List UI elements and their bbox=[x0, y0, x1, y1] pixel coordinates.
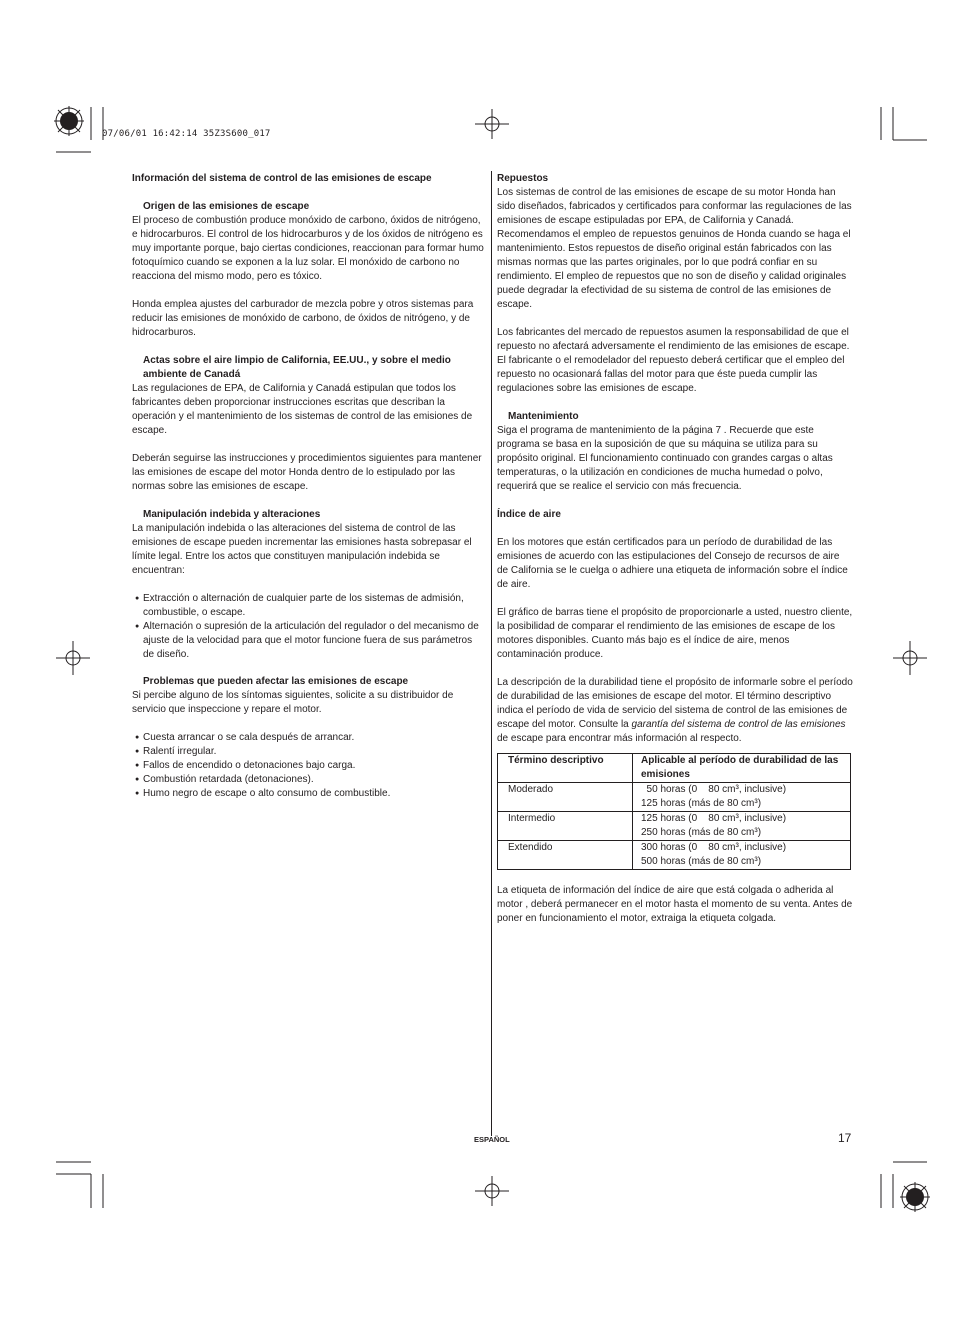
list-item: ● Combustión retardada (detonaciones). bbox=[132, 773, 484, 787]
table-row bbox=[498, 841, 851, 870]
air-index-paragraph-1: En los motores que están certificados para un período de durabilidad de las emisiones de acuerdo con las estipulaciones del Consejo de recursos de aire de California se le cuelga o adhiere una etiqueta de información sobre el índice de aire. bbox=[497, 537, 848, 590]
period-line: 50 horas (0 80 cm³, inclusive) bbox=[641, 784, 787, 795]
problems-paragraph: Si percibe alguno de los síntomas siguientes, solicite a su distribuidor de servicio que inspeccione y repare el motor. bbox=[132, 690, 454, 715]
registration-star-icon bbox=[898, 1180, 932, 1214]
registration-crosshair-icon bbox=[475, 1176, 509, 1206]
list-item: ● Cuesta arrancar o se cala después de arrancar. bbox=[132, 731, 484, 745]
table-cell-period bbox=[633, 812, 851, 841]
period-line: 300 horas (0 80 cm³, inclusive) bbox=[641, 842, 787, 853]
print-stamp: 07/06/01 16:42:14 35Z3S600_017 bbox=[102, 129, 271, 139]
parts-heading: Repuestos bbox=[497, 173, 549, 184]
registration-crosshair-icon bbox=[56, 641, 90, 675]
list-item: ● Alternación o supresión de la articulación del regulador o del mecanismo de ajuste de la velocidad para que el motor funcione fuera de sus parámetros de diseño. bbox=[132, 620, 484, 662]
period-line: 250 horas (más de 80 cm³) bbox=[641, 827, 762, 838]
problems-heading: Problemas que pueden afectar las emisiones de escape bbox=[143, 676, 409, 687]
tamper-heading: Manipulación indebida y alteraciones bbox=[143, 509, 321, 520]
list-item: ● Extracción o alternación de cualquier parte de los sistemas de admisión, combustible, o escape. bbox=[132, 592, 484, 620]
section-title: Información del sistema de control de las emisiones de escape bbox=[132, 173, 432, 184]
page-number: 17 bbox=[838, 1131, 852, 1145]
acts-paragraph-2: Deberán seguirse las instrucciones y procedimientos siguientes para mantener las emisiones de escape del motor Honda dentro de lo estipulado por las normas sobre las emisiones de escape. bbox=[132, 453, 482, 492]
tamper-list bbox=[132, 592, 484, 662]
left-column bbox=[132, 172, 484, 801]
list-item: ● Humo negro de escape o alto consumo de combustible. bbox=[132, 787, 484, 801]
table-cell-term: Intermedio bbox=[498, 812, 633, 841]
air-index-paragraph-3 bbox=[497, 676, 853, 746]
origin-heading: Origen de las emisiones de escape bbox=[143, 201, 310, 212]
durability-table bbox=[497, 753, 851, 870]
warranty-reference: garantía del sistema de control de las emisiones bbox=[631, 719, 846, 730]
table-cell-term: Moderado bbox=[498, 783, 633, 812]
table-cell-period bbox=[633, 841, 851, 870]
acts-heading: Actas sobre el aire limpio de California, EE.UU., y sobre el medio ambiente de Canadá bbox=[143, 355, 451, 380]
table-header-row bbox=[498, 754, 851, 783]
maintenance-heading: Mantenimiento bbox=[508, 411, 579, 422]
text-run: de escape para encontrar más información al respecto. bbox=[497, 733, 742, 744]
registration-star-icon bbox=[52, 104, 86, 138]
table-cell-period bbox=[633, 783, 851, 812]
air-index-paragraph-2: El gráfico de barras tiene el propósito de proporcionarle a usted, nuestro cliente, la posibilidad de comparar el rendimiento de las emisiones de escape de los motores disponibles. Cuanto más bajo es el índice de aire, menos contaminación produce. bbox=[497, 607, 853, 660]
right-column bbox=[497, 172, 853, 926]
label-paragraph: La etiqueta de información del índice de aire que está colgada o adherida al motor , deberá permanecer en el motor hasta el momento de su venta. Antes de poner en funcionamiento el motor, extraiga la etiqueta colgada. bbox=[497, 885, 853, 924]
period-line: 500 horas (más de 80 cm³) bbox=[641, 856, 762, 867]
origin-paragraph-1: El proceso de combustión produce monóxido de carbono, óxidos de nitrógeno, e hidrocarburos. El control de los hidrocarburos y de los óxidos de nitrógeno es muy importante porque, bajo ciertas condiciones, reaccionan para formar humo fotoquímico cuando se exponen a la luz solar. El monóxido de carbono no reacciona del mismo modo, pero es tóxico. bbox=[132, 215, 484, 282]
table-cell-term: Extendido bbox=[498, 841, 633, 870]
acts-paragraph-1: Las regulaciones de EPA, de California y Canadá estipulan que todos los fabricantes deben proporcionar instrucciones escritas que describan la operación y el mantenimiento de los sistemas de control de las emisiones de escape. bbox=[132, 383, 473, 436]
air-index-heading: Índice de aire bbox=[497, 509, 561, 520]
list-item: ● Fallos de encendido o detonaciones bajo carga. bbox=[132, 759, 484, 773]
period-line: 125 horas (0 80 cm³, inclusive) bbox=[641, 813, 787, 824]
text-run: La descripción de la durabilidad tiene el propósito de informarle sobre el período de durabilidad de las emisiones de escape del motor. El término descriptivo indica el período de vida de servicio del sistema de control de las emisiones de escape del motor. Consulte la bbox=[497, 677, 853, 730]
tamper-paragraph: La manipulación indebida o las alteraciones del sistema de control de las emisiones de escape pueden incrementar las emisiones hasta sobrepasar el límite legal. Entre los actos que constituyen manipulación indebida se encuentran: bbox=[132, 523, 472, 576]
problems-list bbox=[132, 731, 484, 801]
period-line: 125 horas (más de 80 cm³) bbox=[641, 798, 762, 809]
registration-crosshair-icon bbox=[475, 109, 509, 139]
registration-crosshair-icon bbox=[893, 641, 927, 675]
parts-paragraph-1: Los sistemas de control de las emisiones de escape de su motor Honda han sido diseñados, fabricados y certificados para conformar las regulaciones de las emisiones de escape estipuladas por EPA, de California y Canadá. Recomendamos el empleo de repuestos genuinos de Honda cuando se haga el mantenimiento. Estos repuestos de diseño original están fabricados con las mismas normas que las partes originales, por lo que podrá confiar en su rendimiento. El empleo de repuestos que no son de diseño y calidad originales puede degradar la efectividad de su sistema de control de las emisiones de escape. bbox=[497, 187, 852, 310]
language-label: ESPAÑOL bbox=[474, 1135, 510, 1144]
table-row bbox=[498, 812, 851, 841]
maintenance-paragraph: Siga el programa de mantenimiento de la página 7 . Recuerde que este programa se basa en la suposición de que su máquina se utiliza para su propósito original. El funcionamiento continuado con grandes cargas o altas temperaturas, o la utilización en condiciones de mucha humedad o polvo, requerirá que se realice el servicio con más frecuencia. bbox=[497, 425, 833, 492]
table-header-term: Término descriptivo bbox=[498, 754, 633, 783]
column-divider bbox=[491, 171, 492, 1136]
origin-paragraph-2: Honda emplea ajustes del carburador de mezcla pobre y otros sistemas para reducir las emisiones de monóxido de carbono, de óxidos de nitrógeno, y de hidrocarburos. bbox=[132, 299, 474, 338]
table-header-period: Aplicable al período de durabilidad de las emisiones bbox=[633, 754, 851, 783]
list-item: ● Ralentí irregular. bbox=[132, 745, 484, 759]
table-row bbox=[498, 783, 851, 812]
parts-paragraph-2: Los fabricantes del mercado de repuestos asumen la responsabilidad de que el repuesto no afectará adversamente el rendimiento de las emisiones de escape. El fabricante o el remodelador del repuesto deberá certificar que el empleo del repuesto no ocasionará fallas del motor para que éste pueda cumplir las regulaciones sobre las emisiones de escape. bbox=[497, 327, 850, 394]
